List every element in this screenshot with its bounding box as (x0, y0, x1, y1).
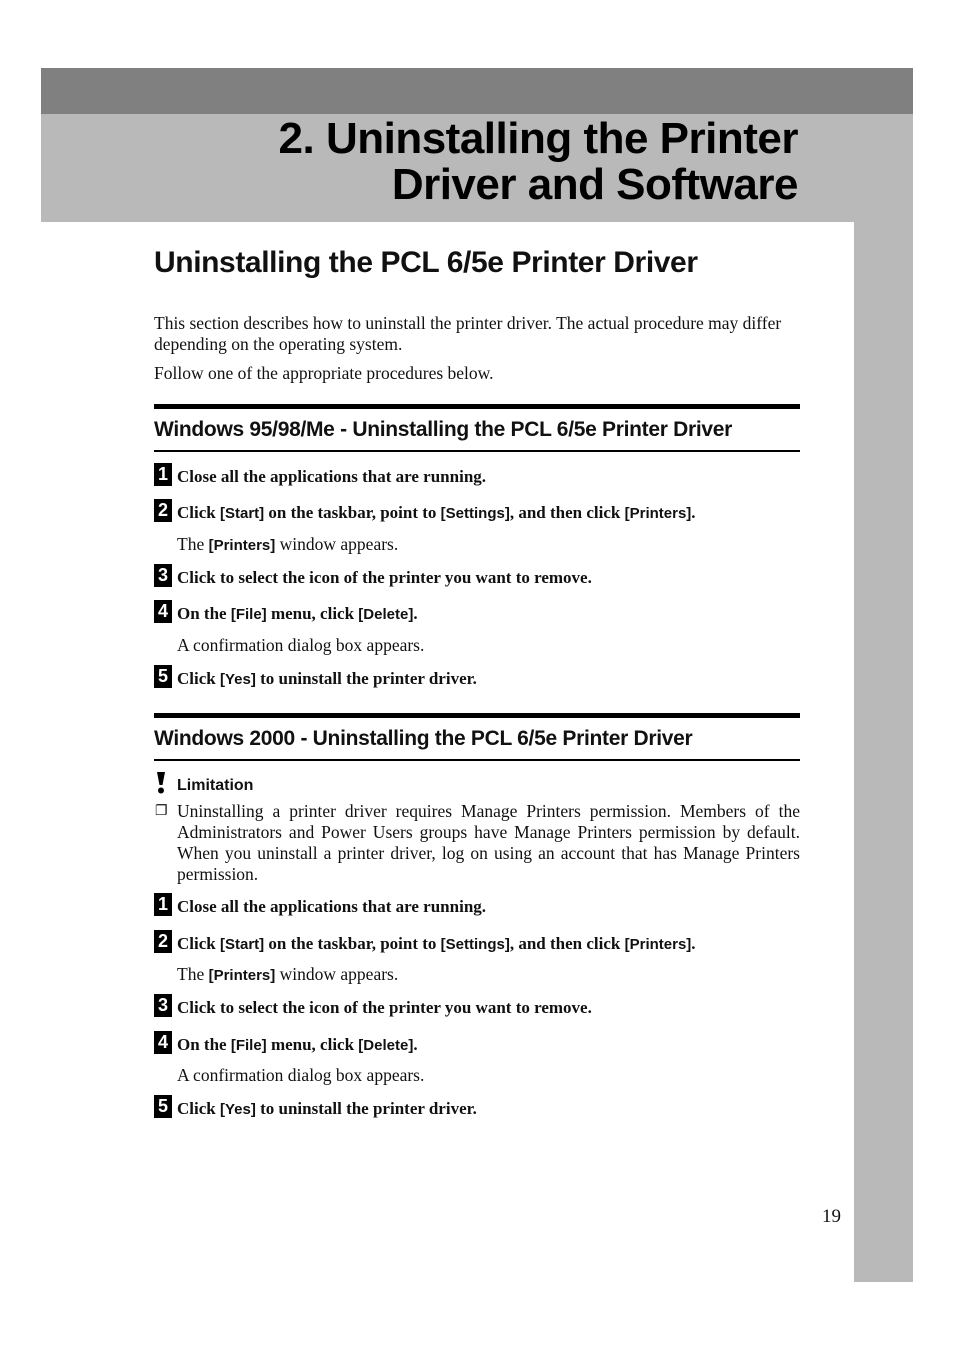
step-text: Click [Start] on the taskbar, point to [Settings], and then click [Printers]. (177, 934, 696, 953)
step-text: Close all the applications that are running. (177, 467, 487, 486)
step-number-badge: 4 (154, 1031, 172, 1054)
step-text: Click to select the icon of the printer you want to remove. (177, 998, 592, 1017)
key-settings: [Settings] (440, 505, 510, 522)
key-printers: [Printers] (624, 505, 692, 522)
step-text: On the [File] menu, click [Delete]. (177, 604, 418, 623)
limitation-item (154, 801, 800, 885)
chapter-title-line1: 2. Uninstalling the Printer (278, 114, 798, 163)
chapter-title-line2: Driver and Software (391, 160, 798, 209)
limitation-text: Uninstalling a printer driver requires Manage Printers permission. Members of the Administrators and Power Users groups have Manage Printers permission by default. When you uninstall a printer driver, log on using an account that has Manage Printers permission. (177, 801, 800, 884)
step-number-badge: 3 (154, 564, 172, 587)
key-delete: [Delete] (358, 1037, 414, 1054)
step-text: Click [Yes] to uninstall the printer driver. (177, 1099, 477, 1118)
key-settings: [Settings] (440, 936, 510, 953)
key-printers: [Printers] (208, 537, 276, 554)
exclamation-icon (156, 772, 166, 794)
step-text: On the [File] menu, click [Delete]. (177, 1035, 418, 1054)
win95-heading: Windows 95/98/Me - Uninstalling the PCL 6/5e Printer Driver (154, 404, 800, 452)
chapter-header-band-dark (41, 68, 913, 114)
step-result: A confirmation dialog box appears. (177, 1065, 425, 1085)
step-number-badge: 4 (154, 600, 172, 623)
checkbox-icon: ❐ (155, 804, 168, 819)
step-text: Close all the applications that are running. (177, 897, 487, 916)
key-yes: [Yes] (219, 671, 256, 688)
page-number: 19 (822, 1206, 841, 1227)
step-text: Click [Start] on the taskbar, point to [Settings], and then click [Printers]. (177, 503, 696, 522)
step-result: A confirmation dialog box appears. (177, 635, 425, 655)
section-title: Uninstalling the PCL 6/5e Printer Driver (154, 246, 698, 279)
key-printers: [Printers] (208, 967, 276, 984)
key-delete: [Delete] (358, 606, 414, 623)
step-number-badge: 5 (154, 1095, 172, 1118)
key-file: [File] (230, 606, 267, 623)
win2000-heading: Windows 2000 - Uninstalling the PCL 6/5e Printer Driver (154, 713, 800, 761)
key-start: [Start] (219, 936, 265, 953)
step-result: The [Printers] window appears. (177, 534, 399, 554)
step-number-badge: 2 (154, 499, 172, 522)
limitation-label: Limitation (177, 777, 254, 794)
step-result: The [Printers] window appears. (177, 964, 399, 984)
step-number-badge: 2 (154, 930, 172, 953)
page-side-tab (854, 222, 913, 1282)
section-intro: This section describes how to uninstall the printer driver. The actual procedure may differ depending on the operating system. (154, 313, 782, 354)
step-number-badge: 1 (154, 893, 172, 916)
key-printers: [Printers] (624, 936, 692, 953)
key-file: [File] (230, 1037, 267, 1054)
step-number-badge: 5 (154, 665, 172, 688)
step-text: Click to select the icon of the printer you want to remove. (177, 568, 592, 587)
key-yes: [Yes] (219, 1101, 256, 1118)
key-start: [Start] (219, 505, 265, 522)
step-text: Click [Yes] to uninstall the printer driver. (177, 669, 477, 688)
step-number-badge: 3 (154, 994, 172, 1017)
chapter-title (279, 116, 798, 208)
section-follow: Follow one of the appropriate procedures below. (154, 363, 494, 383)
step-number-badge: 1 (154, 463, 172, 486)
